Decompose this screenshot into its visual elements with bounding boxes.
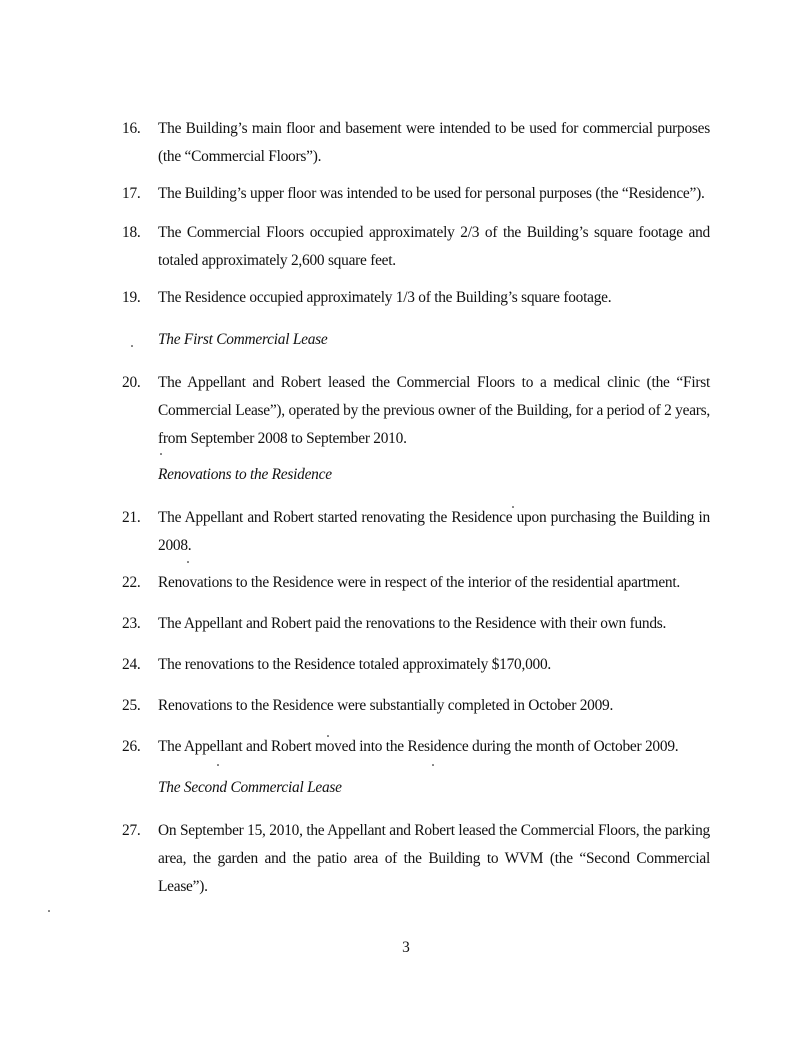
paragraph-text: The Commercial Floors occupied approximately 2/3 of the Building’s square footage and totaled approximately 2,600 square feet. xyxy=(158,224,710,269)
scan-speck xyxy=(131,345,133,347)
paragraph-24 xyxy=(122,651,710,679)
paragraph-21 xyxy=(122,504,710,560)
paragraph-23 xyxy=(122,610,710,638)
paragraph-number: 25. xyxy=(122,697,141,714)
scan-speck xyxy=(512,506,514,508)
paragraph-text: The Building’s main floor and basement were intended to be used for commercial purposes (the “Commercial Floors”). xyxy=(158,120,710,165)
paragraph-number: 23. xyxy=(122,615,141,632)
paragraph-26 xyxy=(122,733,710,761)
paragraph-number: 16. xyxy=(122,120,141,137)
scan-speck xyxy=(160,453,162,455)
paragraph-text: The Appellant and Robert leased the Commercial Floors to a medical clinic (the “First Commercial Lease”), operated by the previous owner of the Building, for a period of 2 years, from September 2008 to September 2010. xyxy=(158,374,710,447)
paragraph-number: 21. xyxy=(122,509,141,526)
paragraph-19 xyxy=(122,284,710,312)
paragraph-text: The Residence occupied approximately 1/3 of the Building’s square footage. xyxy=(158,289,612,306)
section-heading-second-commercial-lease: The Second Commercial Lease xyxy=(158,779,342,796)
page-number: 3 xyxy=(402,939,410,956)
paragraph-18 xyxy=(122,219,710,275)
paragraph-number: 19. xyxy=(122,289,141,306)
paragraph-text: Renovations to the Residence were in respect of the interior of the residential apartment. xyxy=(158,574,680,591)
section-heading-renovations: Renovations to the Residence xyxy=(158,466,332,483)
paragraph-27 xyxy=(122,817,710,901)
paragraph-text: The Appellant and Robert started renovating the Residence upon purchasing the Building in 2008. xyxy=(158,509,710,554)
paragraph-20 xyxy=(122,369,710,453)
paragraph-number: 27. xyxy=(122,822,141,839)
paragraph-25 xyxy=(122,692,710,720)
paragraph-number: 26. xyxy=(122,738,141,755)
paragraph-number: 22. xyxy=(122,574,141,591)
scan-speck xyxy=(327,735,329,737)
paragraph-number: 20. xyxy=(122,374,141,391)
paragraph-text: The Appellant and Robert moved into the Residence during the month of October 2009. xyxy=(158,738,679,755)
scan-speck xyxy=(187,561,189,563)
section-heading-first-commercial-lease: The First Commercial Lease xyxy=(158,331,328,348)
paragraph-text: The Building’s upper floor was intended to be used for personal purposes (the “Residence”). xyxy=(158,185,705,202)
paragraph-22 xyxy=(122,569,710,597)
paragraph-text: The Appellant and Robert paid the renovations to the Residence with their own funds. xyxy=(158,615,667,632)
paragraph-text: Renovations to the Residence were substantially completed in October 2009. xyxy=(158,697,614,714)
paragraph-number: 24. xyxy=(122,656,141,673)
scan-speck xyxy=(217,764,219,766)
paragraph-number: 17. xyxy=(122,185,141,202)
paragraph-16 xyxy=(122,115,710,171)
paragraph-text: The renovations to the Residence totaled approximately $170,000. xyxy=(158,656,552,673)
paragraph-17 xyxy=(122,180,710,208)
paragraph-text: On September 15, 2010, the Appellant and Robert leased the Commercial Floors, the parking area, the garden and the patio area of the Building to WVM (the “Second Commercial Lease”). xyxy=(158,822,710,895)
paragraph-number: 18. xyxy=(122,224,141,241)
scan-speck xyxy=(48,910,50,912)
scan-speck xyxy=(432,764,434,766)
